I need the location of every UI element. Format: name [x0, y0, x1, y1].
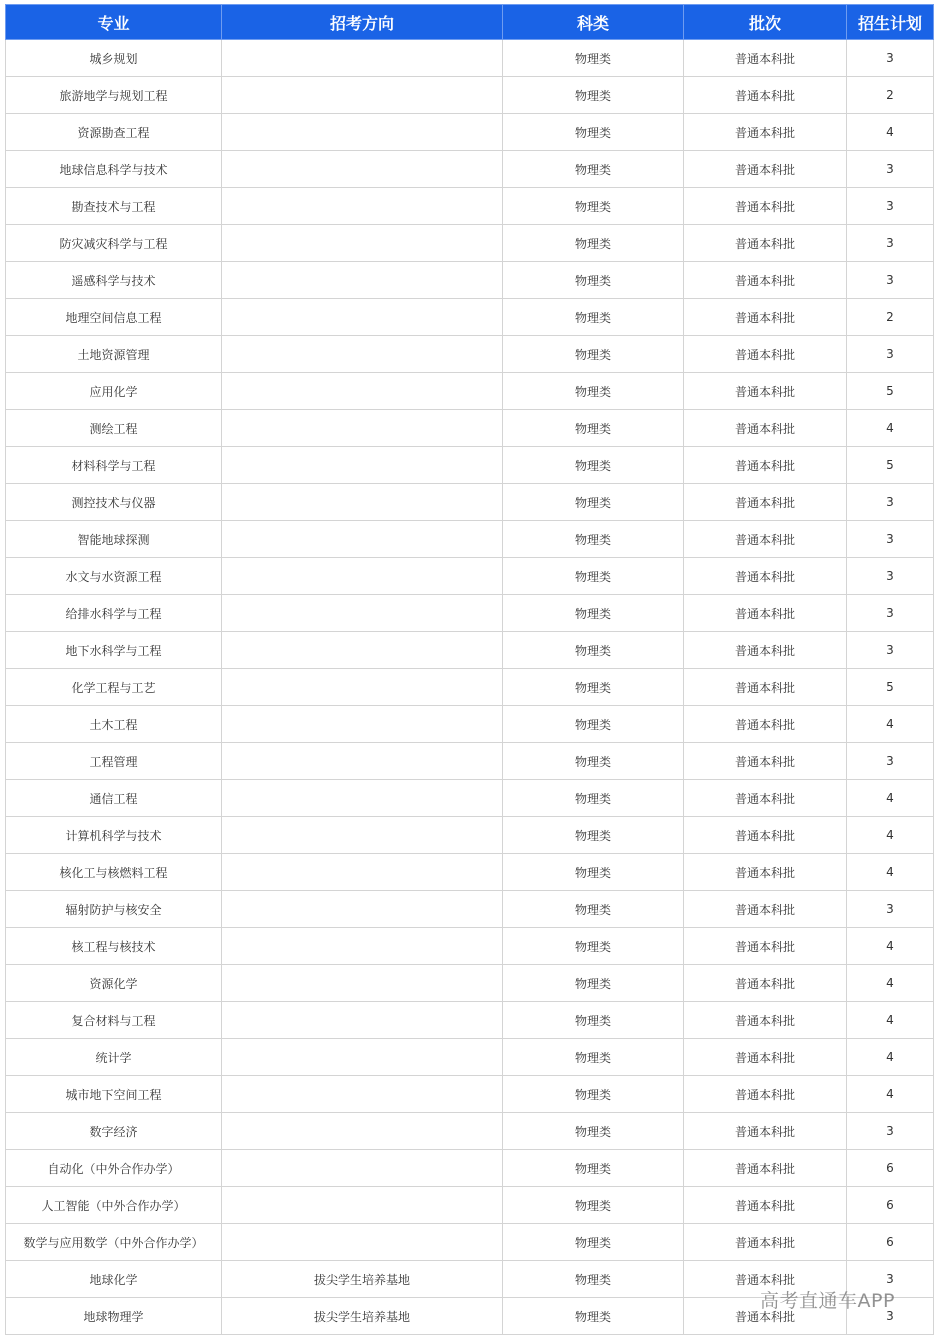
major-cell: 化学工程与工艺: [6, 669, 222, 706]
direction-cell: [222, 1150, 503, 1187]
direction-cell: [222, 1076, 503, 1113]
plan-count-cell: 4: [847, 928, 934, 965]
subject-category-cell: 物理类: [503, 632, 684, 669]
major-cell: 通信工程: [6, 780, 222, 817]
plan-count-cell: 3: [847, 1261, 934, 1298]
major-cell: 测绘工程: [6, 410, 222, 447]
table-row: [6, 706, 934, 743]
table-body: [6, 40, 934, 1335]
major-cell: 自动化（中外合作办学）: [6, 1150, 222, 1187]
subject-category-cell: 物理类: [503, 1039, 684, 1076]
plan-count-cell: 4: [847, 1002, 934, 1039]
plan-count-cell: 3: [847, 891, 934, 928]
plan-count-cell: 4: [847, 1076, 934, 1113]
batch-cell: 普通本科批: [684, 1076, 847, 1113]
major-cell: 地球信息科学与技术: [6, 151, 222, 188]
header-major: 专业: [6, 5, 222, 40]
batch-cell: 普通本科批: [684, 225, 847, 262]
direction-cell: [222, 558, 503, 595]
batch-cell: 普通本科批: [684, 1187, 847, 1224]
table-row: [6, 1113, 934, 1150]
direction-cell: [222, 854, 503, 891]
plan-count-cell: 3: [847, 151, 934, 188]
direction-cell: [222, 817, 503, 854]
table-row: [6, 188, 934, 225]
direction-cell: [222, 151, 503, 188]
major-cell: 核工程与核技术: [6, 928, 222, 965]
major-cell: 旅游地学与规划工程: [6, 77, 222, 114]
plan-count-cell: 6: [847, 1187, 934, 1224]
direction-cell: [222, 447, 503, 484]
table-row: [6, 817, 934, 854]
subject-category-cell: 物理类: [503, 336, 684, 373]
plan-count-cell: 5: [847, 669, 934, 706]
table-row: [6, 1076, 934, 1113]
batch-cell: 普通本科批: [684, 1224, 847, 1261]
table-row: [6, 521, 934, 558]
table-row: [6, 484, 934, 521]
table-row: [6, 928, 934, 965]
plan-count-cell: 3: [847, 521, 934, 558]
header-batch: 批次: [684, 5, 847, 40]
direction-cell: [222, 891, 503, 928]
direction-cell: [222, 1002, 503, 1039]
major-cell: 地下水科学与工程: [6, 632, 222, 669]
plan-count-cell: 3: [847, 632, 934, 669]
subject-category-cell: 物理类: [503, 928, 684, 965]
plan-count-cell: 6: [847, 1224, 934, 1261]
subject-category-cell: 物理类: [503, 40, 684, 77]
batch-cell: 普通本科批: [684, 706, 847, 743]
table-row: [6, 854, 934, 891]
batch-cell: 普通本科批: [684, 965, 847, 1002]
major-cell: 城市地下空间工程: [6, 1076, 222, 1113]
major-cell: 核化工与核燃料工程: [6, 854, 222, 891]
table-row: [6, 891, 934, 928]
plan-count-cell: 5: [847, 447, 934, 484]
subject-category-cell: 物理类: [503, 410, 684, 447]
subject-category-cell: 物理类: [503, 1150, 684, 1187]
direction-cell: 拔尖学生培养基地: [222, 1261, 503, 1298]
table-row: [6, 410, 934, 447]
direction-cell: [222, 669, 503, 706]
plan-count-cell: 4: [847, 410, 934, 447]
direction-cell: [222, 299, 503, 336]
batch-cell: 普通本科批: [684, 151, 847, 188]
subject-category-cell: 物理类: [503, 558, 684, 595]
subject-category-cell: 物理类: [503, 780, 684, 817]
direction-cell: [222, 1113, 503, 1150]
subject-category-cell: 物理类: [503, 1224, 684, 1261]
subject-category-cell: 物理类: [503, 1113, 684, 1150]
subject-category-cell: 物理类: [503, 854, 684, 891]
header-subject-category: 科类: [503, 5, 684, 40]
major-cell: 智能地球探测: [6, 521, 222, 558]
table-row: [6, 780, 934, 817]
major-cell: 水文与水资源工程: [6, 558, 222, 595]
major-cell: 城乡规划: [6, 40, 222, 77]
direction-cell: [222, 77, 503, 114]
major-cell: 土木工程: [6, 706, 222, 743]
major-cell: 计算机科学与技术: [6, 817, 222, 854]
plan-count-cell: 3: [847, 1113, 934, 1150]
batch-cell: 普通本科批: [684, 299, 847, 336]
subject-category-cell: 物理类: [503, 484, 684, 521]
direction-cell: [222, 1187, 503, 1224]
direction-cell: [222, 595, 503, 632]
subject-category-cell: 物理类: [503, 373, 684, 410]
major-cell: 复合材料与工程: [6, 1002, 222, 1039]
batch-cell: 普通本科批: [684, 521, 847, 558]
major-cell: 人工智能（中外合作办学）: [6, 1187, 222, 1224]
direction-cell: [222, 632, 503, 669]
direction-cell: [222, 706, 503, 743]
subject-category-cell: 物理类: [503, 1187, 684, 1224]
subject-category-cell: 物理类: [503, 891, 684, 928]
watermark: 高考直通车APP: [760, 1290, 895, 1312]
direction-cell: [222, 965, 503, 1002]
table-row: [6, 1224, 934, 1261]
direction-cell: [222, 484, 503, 521]
subject-category-cell: 物理类: [503, 595, 684, 632]
major-cell: 土地资源管理: [6, 336, 222, 373]
direction-cell: [222, 743, 503, 780]
table-row: [6, 1187, 934, 1224]
plan-count-cell: 3: [847, 743, 934, 780]
subject-category-cell: 物理类: [503, 447, 684, 484]
direction-cell: [222, 1224, 503, 1261]
batch-cell: 普通本科批: [684, 40, 847, 77]
direction-cell: [222, 780, 503, 817]
subject-category-cell: 物理类: [503, 1298, 684, 1335]
batch-cell: 普通本科批: [684, 484, 847, 521]
direction-cell: [222, 40, 503, 77]
batch-cell: 普通本科批: [684, 447, 847, 484]
plan-count-cell: 3: [847, 262, 934, 299]
plan-count-cell: 2: [847, 77, 934, 114]
plan-count-cell: 4: [847, 817, 934, 854]
table-row: [6, 1002, 934, 1039]
batch-cell: 普通本科批: [684, 1002, 847, 1039]
batch-cell: 普通本科批: [684, 780, 847, 817]
plan-count-cell: 3: [847, 1298, 934, 1335]
table-row: [6, 669, 934, 706]
table-row: [6, 299, 934, 336]
table-row: [6, 743, 934, 780]
subject-category-cell: 物理类: [503, 77, 684, 114]
table-row: [6, 965, 934, 1002]
table-row: [6, 336, 934, 373]
batch-cell: 普通本科批: [684, 632, 847, 669]
batch-cell: 普通本科批: [684, 743, 847, 780]
batch-cell: 普通本科批: [684, 188, 847, 225]
batch-cell: 普通本科批: [684, 114, 847, 151]
table-row: [6, 1150, 934, 1187]
plan-count-cell: 5: [847, 373, 934, 410]
table-header-row: [6, 5, 934, 40]
subject-category-cell: 物理类: [503, 817, 684, 854]
table-row: [6, 151, 934, 188]
direction-cell: [222, 521, 503, 558]
plan-count-cell: 2: [847, 299, 934, 336]
plan-count-cell: 4: [847, 1039, 934, 1076]
table-row: [6, 1039, 934, 1076]
major-cell: 数字经济: [6, 1113, 222, 1150]
plan-count-cell: 4: [847, 965, 934, 1002]
table-row: [6, 632, 934, 669]
direction-cell: 拔尖学生培养基地: [222, 1298, 503, 1335]
major-cell: 地理空间信息工程: [6, 299, 222, 336]
direction-cell: [222, 1039, 503, 1076]
major-cell: 勘查技术与工程: [6, 188, 222, 225]
subject-category-cell: 物理类: [503, 743, 684, 780]
table-row: [6, 595, 934, 632]
subject-category-cell: 物理类: [503, 1002, 684, 1039]
table-row: [6, 225, 934, 262]
batch-cell: 普通本科批: [684, 595, 847, 632]
table-row: [6, 262, 934, 299]
major-cell: 地球化学: [6, 1261, 222, 1298]
direction-cell: [222, 410, 503, 447]
batch-cell: 普通本科批: [684, 817, 847, 854]
batch-cell: 普通本科批: [684, 373, 847, 410]
direction-cell: [222, 928, 503, 965]
table-row: [6, 558, 934, 595]
batch-cell: 普通本科批: [684, 336, 847, 373]
plan-count-cell: 3: [847, 40, 934, 77]
subject-category-cell: 物理类: [503, 1076, 684, 1113]
direction-cell: [222, 188, 503, 225]
header-plan-count: 招生计划: [847, 5, 934, 40]
subject-category-cell: 物理类: [503, 706, 684, 743]
subject-category-cell: 物理类: [503, 225, 684, 262]
plan-count-cell: 3: [847, 225, 934, 262]
major-cell: 统计学: [6, 1039, 222, 1076]
table-row: [6, 40, 934, 77]
plan-count-cell: 6: [847, 1150, 934, 1187]
subject-category-cell: 物理类: [503, 188, 684, 225]
subject-category-cell: 物理类: [503, 669, 684, 706]
subject-category-cell: 物理类: [503, 965, 684, 1002]
batch-cell: 普通本科批: [684, 1113, 847, 1150]
direction-cell: [222, 336, 503, 373]
table-row: [6, 447, 934, 484]
plan-count-cell: 3: [847, 484, 934, 521]
table-row: [6, 77, 934, 114]
batch-cell: 普通本科批: [684, 669, 847, 706]
batch-cell: 普通本科批: [684, 410, 847, 447]
enrollment-plan-table: [5, 4, 934, 1335]
major-cell: 地球物理学: [6, 1298, 222, 1335]
batch-cell: 普通本科批: [684, 1298, 847, 1335]
plan-count-cell: 4: [847, 780, 934, 817]
major-cell: 应用化学: [6, 373, 222, 410]
batch-cell: 普通本科批: [684, 262, 847, 299]
header-direction: 招考方向: [222, 5, 503, 40]
table-row: [6, 373, 934, 410]
major-cell: 防灾减灾科学与工程: [6, 225, 222, 262]
major-cell: 工程管理: [6, 743, 222, 780]
major-cell: 材料科学与工程: [6, 447, 222, 484]
batch-cell: 普通本科批: [684, 1039, 847, 1076]
plan-count-cell: 3: [847, 558, 934, 595]
subject-category-cell: 物理类: [503, 114, 684, 151]
subject-category-cell: 物理类: [503, 1261, 684, 1298]
major-cell: 资源化学: [6, 965, 222, 1002]
direction-cell: [222, 262, 503, 299]
batch-cell: 普通本科批: [684, 558, 847, 595]
major-cell: 辐射防护与核安全: [6, 891, 222, 928]
plan-count-cell: 3: [847, 188, 934, 225]
plan-count-cell: 4: [847, 114, 934, 151]
plan-count-cell: 4: [847, 706, 934, 743]
subject-category-cell: 物理类: [503, 299, 684, 336]
batch-cell: 普通本科批: [684, 928, 847, 965]
major-cell: 给排水科学与工程: [6, 595, 222, 632]
direction-cell: [222, 373, 503, 410]
subject-category-cell: 物理类: [503, 151, 684, 188]
table-row: [6, 114, 934, 151]
batch-cell: 普通本科批: [684, 77, 847, 114]
major-cell: 数学与应用数学（中外合作办学）: [6, 1224, 222, 1261]
batch-cell: 普通本科批: [684, 1261, 847, 1298]
batch-cell: 普通本科批: [684, 891, 847, 928]
direction-cell: [222, 225, 503, 262]
batch-cell: 普通本科批: [684, 854, 847, 891]
plan-count-cell: 4: [847, 854, 934, 891]
major-cell: 测控技术与仪器: [6, 484, 222, 521]
plan-count-cell: 3: [847, 336, 934, 373]
major-cell: 资源勘查工程: [6, 114, 222, 151]
batch-cell: 普通本科批: [684, 1150, 847, 1187]
subject-category-cell: 物理类: [503, 262, 684, 299]
direction-cell: [222, 114, 503, 151]
subject-category-cell: 物理类: [503, 521, 684, 558]
major-cell: 遥感科学与技术: [6, 262, 222, 299]
plan-count-cell: 3: [847, 595, 934, 632]
